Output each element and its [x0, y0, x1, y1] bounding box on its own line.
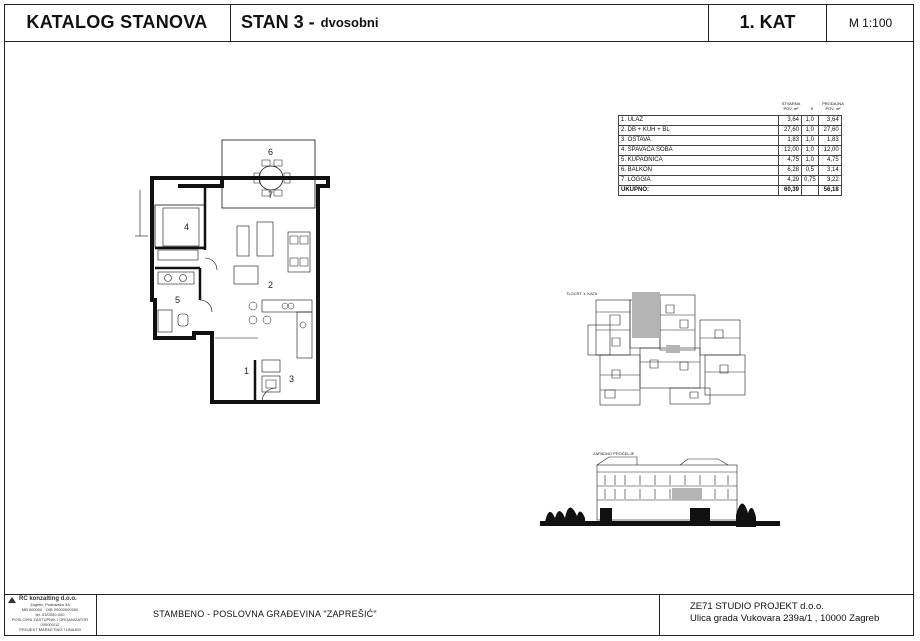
- unit-title: [231, 4, 709, 41]
- unit-type: dvosobni: [320, 15, 379, 30]
- apartment-floor-plan: [125, 130, 340, 410]
- room-coefficient: 1,0: [802, 126, 819, 136]
- room-number-1: 1: [244, 366, 250, 376]
- studio-address: Ulica grada Vukovara 239a/1 , 10000 Zagreb: [690, 613, 880, 624]
- table-row: [619, 146, 842, 156]
- table-row: [619, 116, 842, 126]
- room-name: 4. SPAVAĆA SOBA: [619, 146, 779, 156]
- studio-name: ZE71 STUDIO PROJEKT d.o.o.: [690, 601, 824, 612]
- room-area: 1,83: [779, 136, 802, 146]
- catalog-title: KATALOG STANOVA: [4, 4, 231, 41]
- room-area: 12,00: [779, 146, 802, 156]
- room-coefficient: 1,0: [802, 116, 819, 126]
- room-number-4: 4: [184, 222, 190, 232]
- table-row: [619, 136, 842, 146]
- company-logo-text: RC konzalting d.o.o.: [19, 596, 77, 602]
- room-name: 5. KUPAONICA: [619, 156, 779, 166]
- room-sale-area: 4,75: [818, 156, 841, 166]
- elevation-title: ZAPADNO PROČELJE: [593, 451, 635, 456]
- studio-block: [659, 594, 914, 636]
- room-number-7: 7: [268, 190, 274, 200]
- col-header-sale-area: [818, 101, 848, 111]
- floor-label: 1. KAT: [709, 4, 827, 41]
- col-header-actual-line2: POV. m²: [783, 106, 799, 111]
- table-row: [619, 166, 842, 176]
- room-name: 7. LOGGIA: [619, 176, 779, 186]
- header-bar: [4, 4, 914, 42]
- total-coefficient: [802, 186, 819, 196]
- room-area: 27,60: [779, 126, 802, 136]
- room-sale-area: 3,22: [818, 176, 841, 186]
- unit-name: STAN 3 -: [241, 12, 315, 32]
- room-name: 2. DB + KUH + BL: [619, 126, 779, 136]
- room-area: 4,29: [779, 176, 802, 186]
- project-name: STAMBENO - POSLOVNA GRAĐEVINA "ZAPREŠIĆ": [153, 609, 377, 619]
- company-stamp: [4, 594, 97, 636]
- room-name: 3. OSTAVA: [619, 136, 779, 146]
- company-detail: tel. 01/0000-000: [35, 612, 65, 617]
- west-elevation: [540, 455, 780, 530]
- company-detail: 000000/12: [40, 622, 60, 627]
- key-floor-plan: [578, 288, 753, 413]
- scale-label: M 1:100: [848, 15, 893, 30]
- room-area: 4,75: [779, 156, 802, 166]
- company-detail: MB 000000 · OIB 00000000000: [21, 607, 79, 612]
- room-sale-area: 3,64: [818, 116, 841, 126]
- total-area: 60,39: [779, 186, 802, 196]
- room-sale-area: 3,14: [818, 166, 841, 176]
- room-coefficient: 1,0: [802, 156, 819, 166]
- table-row: [619, 156, 842, 166]
- room-coefficient: 1,0: [802, 136, 819, 146]
- total-label: UKUPNO:: [619, 186, 779, 196]
- table-row: [619, 126, 842, 136]
- room-coefficient: 0,5: [802, 166, 819, 176]
- company-detail: POSLOVNI ZASTUPNIK I ORGANIZATOR: [11, 617, 89, 622]
- room-sale-area: 1,83: [818, 136, 841, 146]
- col-header-sale-line1: PRODAJNA: [822, 101, 844, 106]
- table-row: [619, 176, 842, 186]
- col-header-actual-line1: STVARNA: [781, 101, 801, 106]
- company-logo-icon: [7, 596, 17, 604]
- room-number-3: 3: [289, 374, 295, 384]
- room-area: 6,28: [779, 166, 802, 176]
- col-header-coefficient: K: [810, 106, 814, 111]
- total-sale-area: 56,18: [818, 186, 841, 196]
- company-detail: Zagreb, Podravska 3A: [30, 602, 70, 607]
- room-name: 1. ULAZ: [619, 116, 779, 126]
- company-detail: PROJEKT MARKETING I UNAJMI: [19, 627, 81, 632]
- room-number-5: 5: [175, 295, 181, 305]
- key-plan-title: TLOCRT 1. KATA: [566, 291, 598, 296]
- room-sale-area: 12,00: [818, 146, 841, 156]
- room-number-2: 2: [268, 280, 274, 290]
- room-area-table: [618, 115, 842, 196]
- table-total-row: [619, 186, 842, 196]
- col-header-actual-area: [778, 101, 804, 111]
- room-sale-area: 27,60: [818, 126, 841, 136]
- room-number-6: 6: [268, 147, 274, 157]
- col-header-sale-line2: POV. m²: [825, 106, 841, 111]
- room-coefficient: 1,0: [802, 146, 819, 156]
- room-name: 6. BALKON: [619, 166, 779, 176]
- room-area: 3,64: [779, 116, 802, 126]
- room-coefficient: 0,75: [802, 176, 819, 186]
